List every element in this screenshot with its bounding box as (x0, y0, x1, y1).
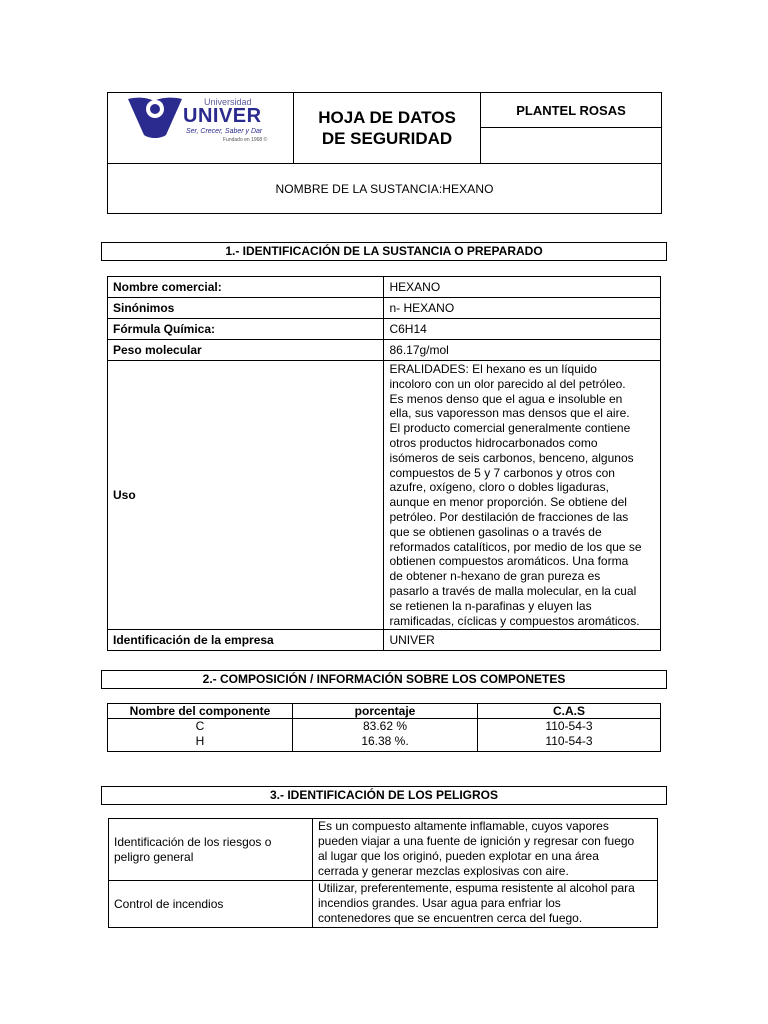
document-title-line2: DE SEGURIDAD (321, 129, 453, 148)
table-header-row (108, 704, 661, 719)
row-value: C6H14 (384, 319, 661, 340)
uso-line: aunque en menor proporción. Se obtiene del (389, 495, 627, 510)
uso-line: reformados catalíticos, por medio de los que se (389, 539, 642, 554)
hazard-label-line: peligro general (114, 849, 194, 864)
table-row (108, 630, 661, 651)
table-row (108, 298, 661, 319)
column-header: porcentaje (293, 704, 478, 719)
hazard-label-line: Identificación de los riesgos o (114, 834, 272, 849)
hazard-value-line: contenedores que se encuentren cerca del fuego. (318, 911, 583, 925)
section2-title: 2.- COMPOSICIÓN / INFORMACIÓN SOBRE LOS COMPONETES (101, 670, 667, 689)
uso-line: de obtener n-hexano de gran pureza es (389, 569, 601, 584)
uso-line: petróleo. Por destilación de fracciones de las (389, 509, 629, 524)
component-cas: 110-54-3 (545, 734, 593, 748)
uso-line: El producto comercial generalmente contiene (389, 421, 631, 436)
uso-description (384, 361, 661, 630)
composition-table (107, 703, 661, 752)
table-row (108, 319, 661, 340)
logo-university-label: Universidad (204, 97, 252, 107)
hazard-value (313, 819, 658, 881)
table-row (108, 719, 661, 752)
hazard-label (109, 819, 313, 881)
table-cell (478, 719, 661, 752)
section1-title: 1.- IDENTIFICACIÓN DE LA SUSTANCIA O PREPARADO (101, 242, 667, 261)
univer-logo-icon (126, 95, 184, 139)
row-label: Fórmula Química: (108, 319, 384, 340)
column-header: C.A.S (478, 704, 661, 719)
uso-line: obtienen compuestos aromáticos. Una forma (389, 554, 629, 569)
hazard-value-line: al lugar que los originó, pueden explotar en una área (318, 849, 599, 863)
uso-line: que se obtienen gasolinas o a través de (389, 524, 602, 539)
company-label: Identificación de la empresa (108, 630, 384, 651)
component-percentage: 83.62 % (362, 719, 408, 733)
uso-line: ERALIDADES: El hexano es un líquido (389, 362, 597, 376)
hazard-value-line: Es un compuesto altamente inflamable, cuyos vapores (318, 819, 609, 833)
substance-name: NOMBRE DE LA SUSTANCIA:HEXANO (108, 164, 662, 214)
document-title (294, 93, 481, 164)
table-cell (108, 719, 293, 752)
component-name: H (195, 734, 205, 748)
logo-founded: Fundado en 1968 © (223, 137, 268, 143)
row-value: n- HEXANO (384, 298, 661, 319)
hazard-value-line: pueden viajar a una fuente de ignición y regresar con fuego (318, 834, 635, 848)
hazard-value-line: incendios grandes. Usar agua para enfriar los (318, 896, 561, 910)
identification-table (107, 276, 661, 651)
hazard-value-line: Utilizar, preferentemente, espuma resistente al alcohol para (318, 881, 635, 895)
table-row-uso (108, 361, 661, 630)
document-title-line1: HOJA DE DATOS (318, 108, 456, 127)
uso-line: isómeros de seis carbonos, benceno, algunos (389, 450, 634, 465)
uso-line: ella, sus vaporesson mas densos que el aire. (389, 406, 630, 421)
company-value: UNIVER (384, 630, 661, 651)
row-label: Sinónimos (108, 298, 384, 319)
hazard-label-line: Control de incendios (114, 896, 224, 911)
table-row (108, 340, 661, 361)
campus-name: PLANTEL ROSAS (481, 93, 662, 128)
document-header (107, 92, 662, 214)
table-row (108, 277, 661, 298)
uso-label: Uso (108, 361, 384, 630)
row-label: Peso molecular (108, 340, 384, 361)
row-value: HEXANO (384, 277, 661, 298)
section3-title: 3.- IDENTIFICACIÓN DE LOS PELIGROS (101, 786, 667, 805)
uso-line: compuestos de 5 y 7 carbonos y otros con (389, 465, 615, 480)
component-percentage: 16.38 %. (361, 734, 409, 748)
logo-brand: UNIVER (183, 105, 262, 127)
hazards-table (108, 818, 658, 928)
table-row (109, 819, 658, 881)
row-label: Nombre comercial: (108, 277, 384, 298)
row-value: 86.17g/mol (384, 340, 661, 361)
uso-line: se retienen la n-parafinas y eluyen las (389, 598, 592, 613)
component-name: C (195, 719, 205, 733)
column-header: Nombre del componente (108, 704, 293, 719)
component-cas: 110-54-3 (545, 719, 593, 733)
uso-line: azufre, oxígeno, cloro o dobles ligaduras, (389, 480, 609, 495)
empty-header-cell (481, 128, 662, 164)
uso-line: incoloro con un olor parecido al del petróleo. (389, 376, 626, 391)
logo-tagline: Ser, Crecer, Saber y Dar (186, 128, 263, 135)
uso-line: otros productos hidrocarbonados como (389, 435, 598, 450)
hazard-value-line: cerrada y generar mezclas explosivas con aire. (318, 864, 569, 878)
uso-line: ramificadas, cíclicas y compuestos aromáticos. (389, 613, 640, 628)
uso-line: Es menos denso que el agua e insoluble en (389, 391, 623, 406)
logo-cell (108, 93, 294, 164)
hazard-value (313, 881, 658, 928)
uso-line: pasarlo a través de malla molecular, en la cual (389, 583, 637, 598)
table-cell (293, 719, 478, 752)
hazard-label (109, 881, 313, 928)
table-row (109, 881, 658, 928)
